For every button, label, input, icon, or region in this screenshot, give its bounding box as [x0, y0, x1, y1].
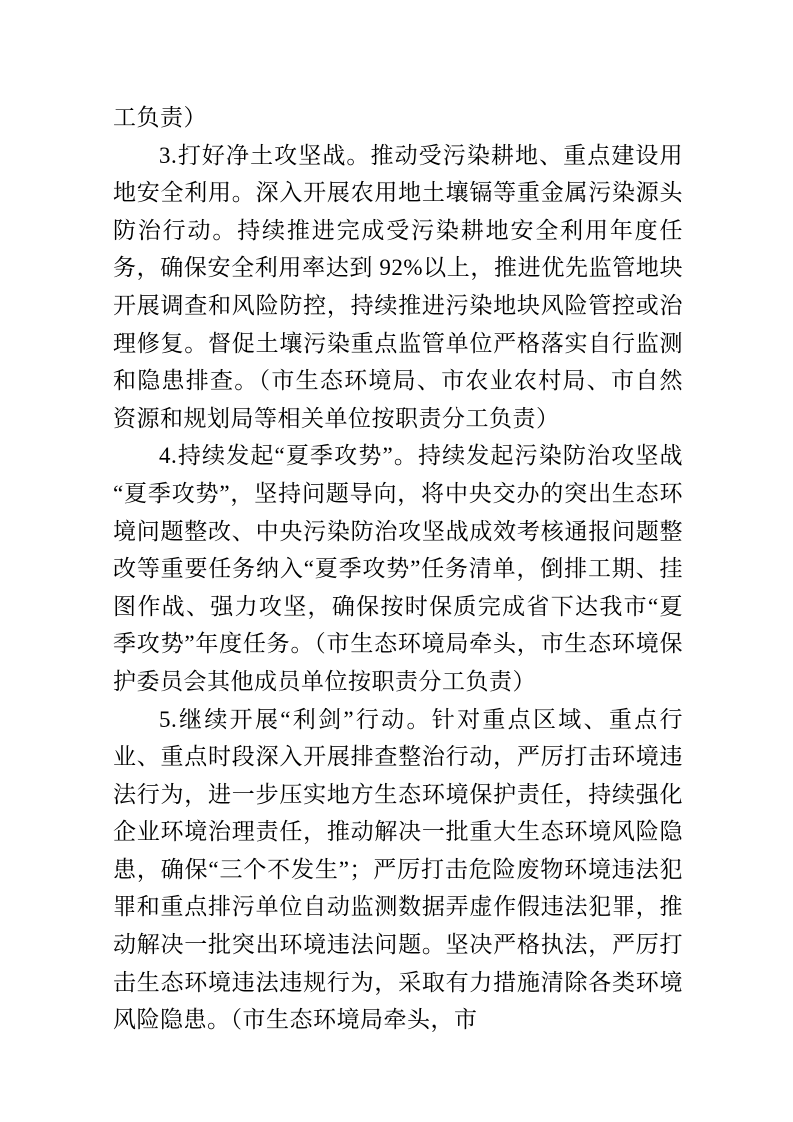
document-text-column — [113, 99, 683, 1039]
paragraph-continuation: 工负责） — [113, 105, 207, 130]
paragraph-item-5: 5.继续开展“利剑”行动。针对重点区域、重点行业、重点时段深入开展排查整治行动，严厉打击环境违法行为，进一步压实地方生态环境保护责任，持续强化企业环境治理责任，推动解决一批重大生态环境风险隐患，确保“三个不发生”；严厉打击危险废物环境违法犯罪和重点排污单位自动监测数据弄虚作假违法犯罪，推动解决一批突出环境违法问题。坚决严格执法，严厉打击生态环境违法违规行为，采取有力措施清除各类环境风险隐患。（市生态环境局牵头，市 — [113, 706, 683, 1033]
paragraph-item-4: 4.持续发起“夏季攻势”。持续发起污染防治攻坚战“夏季攻势”，坚持问题导向，将中央交办的突出生态环境问题整改、中央污染防治攻坚战成效考核通报问题整改等重要任务纳入“夏季攻势”任务清单，倒排工期、挂图作战、强力攻坚，确保按时保质完成省下达我市“夏季攻势”年度任务。（市生态环境局牵头，市生态环境保护委员会其他成员单位按职责分工负责） — [113, 443, 683, 694]
paragraph-item-3: 3.打好净土攻坚战。推动受污染耕地、重点建设用地安全利用。深入开展农用地土壤镉等重金属污染源头防治行动。持续推进完成受污染耕地安全利用年度任务，确保安全利用率达到 92%以上，推进优先监管地块开展调查和风险防控，持续推进污染地块风险管控或治理修复。督促土壤污染重点监管单位严格落实自行监测和隐患排查。（市生态环境局、市农业农村局、市自然资源和规划局等相关单位按职责分工负责） — [113, 142, 683, 431]
